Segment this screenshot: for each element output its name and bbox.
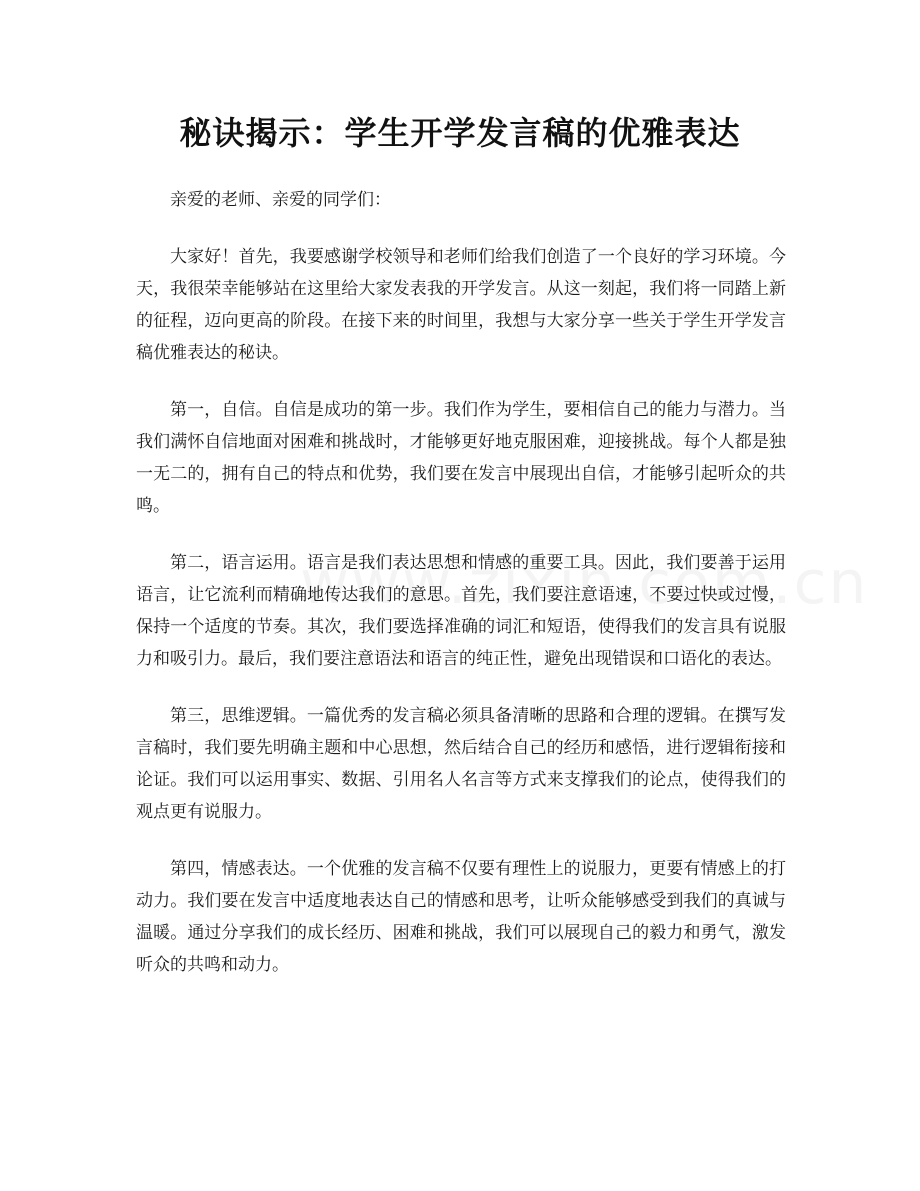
emotion-paragraph: 第四，情感表达。一个优雅的发言稿不仅要有理性上的说服力，更要有情感上的打动力。我们要在发言中适度地表达自己的情感和思考，让听众能够感受到我们的真诚与温暖。通过分享我们的成长经历、困难和挑战，我们可以展现自己的毅力和勇气，激发听众的共鸣和动力。 — [136, 859, 786, 975]
document-title: 秘诀揭示：学生开学发言稿的优雅表达 — [179, 114, 741, 152]
opening-paragraph: 大家好！首先，我要感谢学校领导和老师们给我们创造了一个良好的学习环境。今天，我很荣幸能够站在这里给大家发表我的开学发言。从这一刻起，我们将一同踏上新的征程，迈向更高的阶段。在接下来的时间里，我想与大家分享一些关于学生开学发言稿优雅表达的秘诀。 — [136, 247, 786, 363]
logic-paragraph: 第三，思维逻辑。一篇优秀的发言稿必须具备清晰的思路和合理的逻辑。在撰写发言稿时，我们要先明确主题和中心思想，然后结合自己的经历和感悟，进行逻辑衔接和论证。我们可以运用事实、数据、引用名人名言等方式来支撑我们的论点，使得我们的观点更有说服力。 — [136, 706, 786, 822]
confidence-paragraph: 第一，自信。自信是成功的第一步。我们作为学生，要相信自己的能力与潜力。当我们满怀自信地面对困难和挑战时，才能够更好地克服困难，迎接挑战。每个人都是独一无二的，拥有自己的特点和优势，我们要在发言中展现出自信，才能够引起听众的共鸣。 — [136, 400, 786, 516]
salutation-paragraph: 亲爱的老师、亲爱的同学们： — [170, 190, 391, 210]
document-body — [136, 184, 786, 1006]
language-paragraph: 第二，语言运用。语言是我们表达思想和情感的重要工具。因此，我们要善于运用语言，让它流利而精确地传达我们的意思。首先，我们要注意语速，不要过快或过慢，保持一个适度的节奏。其次，我们要选择准确的词汇和短语，使得我们的发言具有说服力和吸引力。最后，我们要注意语法和语言的纯正性，避免出现错误和口语化的表达。 — [136, 553, 786, 669]
